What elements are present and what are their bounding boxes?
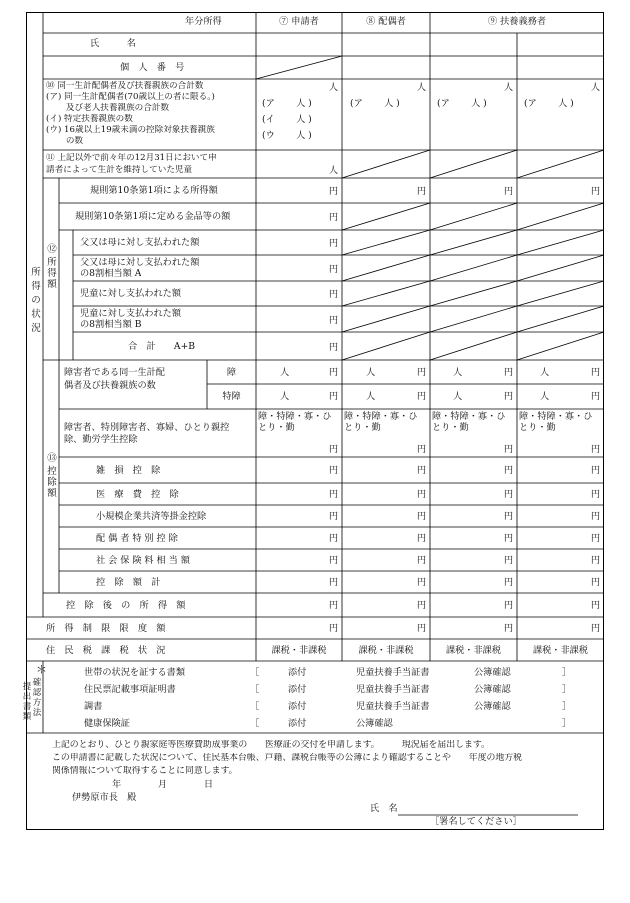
- row-shakai: 社 会 保 険 料 相 当 額: [96, 555, 190, 566]
- unit-a-person: (ア 人 ): [437, 98, 487, 109]
- unit-yen: 円: [590, 600, 600, 611]
- unit-person: 人: [280, 367, 290, 378]
- label-confirm-method-a: 確認方法: [32, 678, 42, 718]
- unit-yen: 円: [328, 212, 338, 223]
- unit-yen: 円: [328, 555, 338, 566]
- unit-yen: 円: [328, 238, 338, 249]
- unit-yen: 円: [416, 600, 426, 611]
- choice-line1: 障・特障・寡・ひ: [258, 411, 332, 422]
- label-tokusho: 特障: [222, 391, 241, 402]
- doc-attach: 添付: [288, 701, 307, 712]
- unit-person: 人: [503, 82, 513, 93]
- doc-cert: 児童扶養手当証書: [356, 701, 430, 712]
- label-sho: 障: [226, 367, 237, 378]
- disabled-dep-line2: 偶者及び扶養親族の数: [64, 380, 156, 391]
- unit-i-person: (イ 人 ): [262, 114, 312, 125]
- doc-registry: 公簿確認: [474, 684, 511, 695]
- unit-yen: 円: [590, 444, 600, 455]
- doc-bracket-open: ［: [250, 701, 260, 712]
- unit-yen: 円: [328, 623, 338, 634]
- doc-name: 健康保険証: [84, 718, 130, 729]
- unit-person: 人: [453, 367, 463, 378]
- row-income-rule10-money: 規則第10条第1項に定める金品等の額: [75, 211, 231, 222]
- unit-yen: 円: [503, 391, 513, 402]
- unit-yen: 円: [328, 577, 338, 588]
- unit-yen: 円: [328, 444, 338, 455]
- row-paid-parent: 父又は母に対し支払われた額: [80, 237, 200, 248]
- label-item12: 所得額: [47, 257, 57, 290]
- unit-yen: 円: [416, 511, 426, 522]
- label-item12-num: ⑫: [47, 244, 57, 255]
- choice-line2: とり・勤: [344, 422, 381, 433]
- choice-line2: とり・勤: [432, 422, 469, 433]
- row-label-name: 氏 名: [90, 38, 136, 49]
- unit-yen: 円: [503, 367, 513, 378]
- unit-a-person: (ア 人 ): [262, 98, 312, 109]
- unit-yen: 円: [503, 555, 513, 566]
- unit-person: 人: [416, 82, 426, 93]
- label-item13-num: ⑬: [47, 453, 57, 464]
- statement-line3: 関係情報について取得することに同意します。: [52, 766, 238, 776]
- unit-yen: 円: [328, 342, 338, 353]
- signature-note: ［署名してください］: [430, 816, 522, 827]
- kazei-applicant: 課税・非課税: [271, 645, 327, 656]
- doc-attach: 添付: [288, 667, 307, 678]
- children-line1: ⑪ 上記以外で前々年の12月31日において申: [46, 153, 217, 163]
- unit-yen: 円: [590, 391, 600, 402]
- unit-yen: 円: [416, 444, 426, 455]
- unit-yen: 円: [328, 289, 338, 300]
- doc-bracket-close: ］: [562, 667, 572, 678]
- unit-yen: 円: [328, 367, 338, 378]
- unit-yen: 円: [503, 489, 513, 500]
- unit-person: 人: [366, 367, 376, 378]
- unit-yen: 円: [503, 600, 513, 611]
- unit-person: 人: [590, 82, 600, 93]
- label-income-status: 所得の状況: [31, 267, 41, 334]
- unit-yen: 円: [328, 465, 338, 476]
- unit-a-person: (ア 人 ): [524, 98, 574, 109]
- doc-bracket-open: ［: [250, 684, 260, 695]
- row-paid-child: 児童に対し支払われた額: [80, 288, 182, 299]
- children-line2: 請者によって生計を維持していた児童: [46, 165, 193, 175]
- row-after-deduction: 控 除 後 の 所 得 額: [66, 600, 186, 611]
- disabled-types-line1: 障害者、特別障害者、寡婦、ひとり親控: [64, 422, 230, 433]
- kazei-spouse: 課税・非課税: [358, 645, 414, 656]
- unit-yen: 円: [590, 555, 600, 566]
- unit-yen: 円: [503, 465, 513, 476]
- unit-u-person: (ウ 人 ): [262, 130, 312, 141]
- doc-attach: 添付: [288, 718, 307, 729]
- row-paid-child80-line1: 児童に対し支払われた額: [80, 308, 182, 319]
- unit-yen: 円: [416, 577, 426, 588]
- dependents-line6: の数: [46, 136, 84, 146]
- unit-yen: 円: [590, 465, 600, 476]
- statement-line2: この申請書に記載した状況について、住民基本台帳、戸籍、課税台帳等の公簿により確認することや 年度の地方税: [52, 753, 523, 763]
- dependents-line4: (イ) 特定扶養親族の数: [46, 114, 133, 124]
- dependents-line5: (ウ) 16歳以上19歳未満の控除対象扶養親族: [46, 125, 215, 135]
- unit-yen: 円: [328, 533, 338, 544]
- unit-yen: 円: [503, 623, 513, 634]
- header-year-income: 年分所得: [185, 16, 222, 27]
- doc-cert: 公簿確認: [356, 718, 393, 729]
- unit-yen: 円: [328, 600, 338, 611]
- choice-line1: 障・特障・寡・ひ: [432, 411, 506, 422]
- unit-yen: 円: [590, 577, 600, 588]
- unit-person: 人: [540, 367, 550, 378]
- unit-yen: 円: [328, 489, 338, 500]
- choice-line1: 障・特障・寡・ひ: [344, 411, 418, 422]
- dependents-line1: ⑩ 同一生計配偶者及び扶養親族の合計数: [46, 81, 204, 91]
- unit-yen: 円: [416, 465, 426, 476]
- row-iryo: 医 療 費 控 除: [96, 489, 179, 500]
- dependents-line3: 及び老人扶養親族の合計数: [46, 103, 170, 113]
- choice-line2: とり・勤: [519, 422, 556, 433]
- unit-person: 人: [328, 82, 338, 93]
- row-label-mynumber: 個 人 番 号: [120, 62, 185, 73]
- unit-yen: 円: [328, 315, 338, 326]
- disabled-dep-line1: 障害者である同一生計配: [64, 367, 166, 378]
- dependents-line2: (ア) 同一生計配偶者(70歳以上の者に限る。): [46, 92, 215, 102]
- doc-name: 調書: [84, 701, 103, 712]
- confirm-star: ＊: [36, 664, 47, 675]
- unit-yen: 円: [503, 577, 513, 588]
- unit-yen: 円: [328, 186, 338, 197]
- unit-yen: 円: [328, 391, 338, 402]
- unit-yen: 円: [328, 264, 338, 275]
- doc-cert: 児童扶養手当証書: [356, 684, 430, 695]
- unit-yen: 円: [590, 186, 600, 197]
- doc-name: 世帯の状況を証する書類: [84, 667, 186, 678]
- label-confirm-method-b: 提出書類: [22, 682, 32, 722]
- row-paid-child80-line2: の8割相当額 B: [80, 319, 142, 330]
- doc-bracket-close: ］: [562, 718, 572, 729]
- doc-registry: 公簿確認: [474, 667, 511, 678]
- row-total-ab: 合 計 A+B: [128, 341, 196, 352]
- unit-person: 人: [366, 391, 376, 402]
- unit-yen: 円: [503, 533, 513, 544]
- row-limit: 所 得 制 限 限 度 額: [46, 623, 166, 634]
- unit-person: 人: [280, 391, 290, 402]
- unit-yen: 円: [416, 186, 426, 197]
- row-shokibo: 小規模企業共済等掛金控除: [96, 511, 207, 522]
- unit-yen: 円: [590, 533, 600, 544]
- signature-field[interactable]: [398, 800, 578, 815]
- row-haiguu: 配 偶 者 特 別 控 除: [96, 533, 178, 544]
- unit-yen: 円: [590, 623, 600, 634]
- unit-yen: 円: [416, 391, 426, 402]
- unit-yen: 円: [416, 533, 426, 544]
- doc-bracket-close: ］: [562, 701, 572, 712]
- unit-yen: 円: [328, 511, 338, 522]
- unit-yen: 円: [590, 511, 600, 522]
- unit-a-person: (ア 人 ): [350, 98, 400, 109]
- unit-person: 人: [328, 165, 338, 176]
- doc-cert: 児童扶養手当証書: [356, 667, 430, 678]
- unit-yen: 円: [590, 489, 600, 500]
- header-spouse: ⑧ 配偶者: [366, 16, 406, 27]
- unit-yen: 円: [416, 555, 426, 566]
- unit-yen: 円: [590, 367, 600, 378]
- row-paid-parent80-line1: 父又は母に対し支払われた額: [80, 257, 200, 268]
- name-label: 氏 名: [370, 803, 398, 814]
- unit-yen: 円: [503, 444, 513, 455]
- doc-bracket-close: ］: [562, 684, 572, 695]
- doc-bracket-open: ［: [250, 718, 260, 729]
- unit-yen: 円: [503, 511, 513, 522]
- doc-name: 住民票記載事項証明書: [84, 684, 176, 695]
- statement-line1: 上記のとおり、ひとり親家庭等医療費助成事業の 医療証の交付を申請します。 現況届を届出します。: [52, 740, 490, 750]
- row-zasson: 雑 損 控 除: [96, 465, 161, 476]
- kazei-supporter2: 課税・非課税: [532, 645, 589, 656]
- mayor-addressee: 伊勢原市長 殿: [72, 792, 137, 803]
- doc-attach: 添付: [288, 684, 307, 695]
- row-kojo-total: 控 除 額 計: [96, 577, 161, 588]
- row-paid-parent80-line2: の8割相当額 A: [80, 268, 142, 279]
- doc-registry: 公簿確認: [474, 701, 511, 712]
- unit-yen: 円: [416, 367, 426, 378]
- choice-line2: とり・勤: [258, 422, 295, 433]
- row-income-rule10: 規則第10条第1項による所得額: [90, 185, 218, 196]
- row-juminzei: 住 民 税 課 税 状 況: [46, 645, 166, 656]
- label-item13: 控除額: [47, 466, 57, 499]
- choice-line1: 障・特障・寡・ひ: [519, 411, 593, 422]
- unit-yen: 円: [503, 186, 513, 197]
- unit-yen: 円: [416, 623, 426, 634]
- kazei-supporter1: 課税・非課税: [445, 645, 502, 656]
- unit-yen: 円: [416, 489, 426, 500]
- unit-person: 人: [540, 391, 550, 402]
- header-supporter: ⑨ 扶養義務者: [487, 16, 547, 27]
- disabled-types-line2: 除、勤労学生控除: [64, 434, 138, 445]
- date-field[interactable]: 年 月 日: [112, 779, 214, 790]
- unit-person: 人: [453, 391, 463, 402]
- doc-bracket-open: ［: [250, 667, 260, 678]
- header-applicant: ⑦ 申請者: [279, 16, 319, 27]
